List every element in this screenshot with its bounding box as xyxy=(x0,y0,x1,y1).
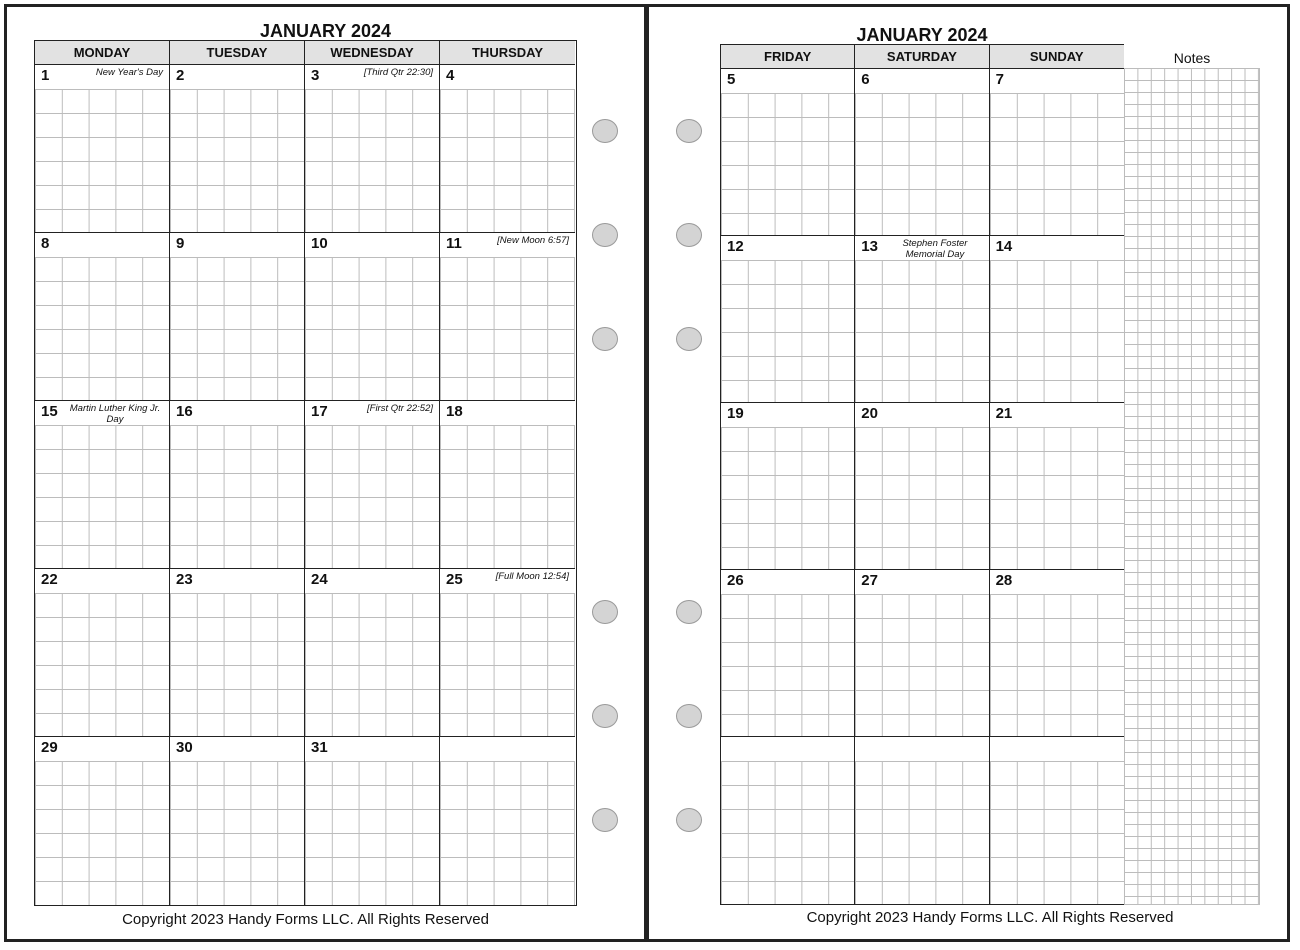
day-cell[interactable] xyxy=(721,737,855,904)
writing-grid xyxy=(721,761,854,904)
day-cell[interactable] xyxy=(170,65,305,233)
day-cell[interactable] xyxy=(721,236,855,403)
writing-grid xyxy=(721,594,854,736)
writing-grid xyxy=(990,93,1124,235)
day-note: New Year's Day xyxy=(95,67,163,78)
day-cell[interactable] xyxy=(440,737,575,905)
day-number: 19 xyxy=(727,405,744,422)
day-header-thursday: THURSDAY xyxy=(440,41,575,65)
day-header-wednesday: WEDNESDAY xyxy=(305,41,440,65)
day-cell[interactable] xyxy=(855,403,989,570)
right-page xyxy=(646,4,1290,942)
day-number: 4 xyxy=(446,67,455,84)
day-cell[interactable] xyxy=(721,69,855,236)
day-note: Stephen Foster Memorial Day xyxy=(902,238,968,260)
day-number: 11 xyxy=(446,235,462,252)
binder-hole-icon xyxy=(592,600,618,624)
writing-grid xyxy=(305,257,439,400)
writing-grid xyxy=(35,257,169,400)
left-calendar-grid xyxy=(34,40,577,906)
binder-hole-icon xyxy=(676,600,702,624)
binder-hole-icon xyxy=(592,808,618,832)
writing-grid xyxy=(35,425,169,568)
day-cell[interactable] xyxy=(990,403,1124,570)
writing-grid xyxy=(855,761,988,904)
writing-grid xyxy=(440,593,575,736)
day-cell[interactable] xyxy=(305,737,440,905)
day-number: 24 xyxy=(311,571,328,588)
notes-grid xyxy=(1124,68,1260,905)
writing-grid xyxy=(855,260,988,402)
day-cell[interactable] xyxy=(170,401,305,569)
writing-grid xyxy=(170,761,304,905)
day-cell[interactable] xyxy=(855,570,989,737)
day-number: 16 xyxy=(176,403,193,420)
day-cell[interactable] xyxy=(35,401,170,569)
writing-grid xyxy=(170,89,304,232)
day-cell[interactable] xyxy=(305,65,440,233)
day-header-monday: MONDAY xyxy=(35,41,170,65)
notes-label: Notes xyxy=(1173,50,1211,66)
day-number: 27 xyxy=(861,572,878,589)
day-cell[interactable] xyxy=(855,69,989,236)
day-number: 26 xyxy=(727,572,744,589)
day-cell[interactable] xyxy=(440,401,575,569)
day-cell[interactable] xyxy=(305,401,440,569)
day-number: 7 xyxy=(995,71,1004,88)
day-note: Martin Luther King Jr. Day xyxy=(69,403,161,425)
right-copyright: Copyright 2023 Handy Forms LLC. All Rights Reserved xyxy=(806,909,1174,926)
day-cell[interactable] xyxy=(990,570,1124,737)
writing-grid xyxy=(305,593,439,736)
binder-hole-icon xyxy=(676,327,702,351)
day-note: [Full Moon 12:54] xyxy=(495,571,569,582)
day-cell[interactable] xyxy=(721,570,855,737)
day-number: 2 xyxy=(176,67,185,84)
writing-grid xyxy=(305,89,439,232)
writing-grid xyxy=(170,593,304,736)
left-copyright: Copyright 2023 Handy Forms LLC. All Rights Reserved xyxy=(122,911,489,928)
writing-grid xyxy=(35,89,169,232)
day-cell[interactable] xyxy=(35,569,170,737)
day-cell[interactable] xyxy=(990,69,1124,236)
day-header-tuesday: TUESDAY xyxy=(170,41,305,65)
writing-grid xyxy=(35,593,169,736)
writing-grid xyxy=(35,761,169,905)
day-number: 21 xyxy=(995,405,1013,422)
day-number: 5 xyxy=(727,71,736,88)
writing-grid xyxy=(305,425,439,568)
day-cell[interactable] xyxy=(440,65,575,233)
day-header-friday: FRIDAY xyxy=(721,45,855,69)
writing-grid xyxy=(440,761,575,905)
day-cell[interactable] xyxy=(305,569,440,737)
binder-hole-icon xyxy=(592,119,618,143)
binder-hole-icon xyxy=(676,808,702,832)
day-cell[interactable] xyxy=(440,233,575,401)
day-note: [New Moon 6:57] xyxy=(497,235,569,246)
day-header-sunday: SUNDAY xyxy=(990,45,1124,69)
writing-grid xyxy=(721,93,854,235)
day-cell[interactable] xyxy=(35,233,170,401)
day-number: 14 xyxy=(995,238,1013,255)
writing-grid xyxy=(990,761,1124,904)
day-note: [First Qtr 22:52] xyxy=(367,403,433,414)
writing-grid xyxy=(855,594,988,736)
day-number: 9 xyxy=(176,235,185,252)
day-number: 20 xyxy=(861,405,878,422)
left-page-title: JANUARY 2024 xyxy=(259,21,392,41)
day-note: [Third Qtr 22:30] xyxy=(363,67,433,78)
day-number: 12 xyxy=(727,238,744,255)
writing-grid xyxy=(990,594,1124,736)
day-number: 18 xyxy=(446,403,463,420)
writing-grid xyxy=(440,425,575,568)
day-number: 10 xyxy=(311,235,328,252)
day-number: 22 xyxy=(41,571,58,588)
day-number: 15 xyxy=(41,403,58,420)
day-cell[interactable] xyxy=(721,403,855,570)
left-page xyxy=(4,4,646,942)
writing-grid xyxy=(855,427,988,569)
day-cell[interactable] xyxy=(35,737,170,905)
binder-hole-icon xyxy=(676,223,702,247)
day-cell[interactable] xyxy=(990,737,1124,904)
writing-grid xyxy=(990,260,1124,402)
writing-grid xyxy=(440,89,575,232)
right-page-title: JANUARY 2024 xyxy=(856,25,988,45)
day-number: 1 xyxy=(41,67,50,84)
day-number: 17 xyxy=(311,403,328,420)
writing-grid xyxy=(170,425,304,568)
day-number: 8 xyxy=(41,235,50,252)
binder-hole-icon xyxy=(592,223,618,247)
day-cell[interactable] xyxy=(170,569,305,737)
day-number: 31 xyxy=(311,739,328,756)
day-number: 6 xyxy=(861,71,870,88)
day-number: 25 xyxy=(446,571,463,588)
day-number: 30 xyxy=(176,739,193,756)
binder-hole-icon xyxy=(676,119,702,143)
binder-hole-icon xyxy=(676,704,702,728)
writing-grid xyxy=(990,427,1124,569)
day-number: 3 xyxy=(311,67,320,84)
day-number: 13 xyxy=(861,238,878,255)
binder-hole-icon xyxy=(592,704,618,728)
day-number: 23 xyxy=(176,571,193,588)
day-cell[interactable] xyxy=(170,737,305,905)
day-cell[interactable] xyxy=(440,569,575,737)
day-cell[interactable] xyxy=(855,236,989,403)
writing-grid xyxy=(170,257,304,400)
day-cell[interactable] xyxy=(170,233,305,401)
writing-grid xyxy=(440,257,575,400)
day-header-saturday: SATURDAY xyxy=(855,45,989,69)
day-number: 28 xyxy=(995,572,1013,589)
day-cell[interactable] xyxy=(855,737,989,904)
binder-hole-icon xyxy=(592,327,618,351)
day-number: 29 xyxy=(41,739,58,756)
writing-grid xyxy=(855,93,988,235)
writing-grid xyxy=(721,260,854,402)
day-cell[interactable] xyxy=(35,65,170,233)
right-calendar-grid xyxy=(720,44,1124,905)
day-cell[interactable] xyxy=(990,236,1124,403)
writing-grid xyxy=(721,427,854,569)
day-cell[interactable] xyxy=(305,233,440,401)
writing-grid xyxy=(305,761,439,905)
